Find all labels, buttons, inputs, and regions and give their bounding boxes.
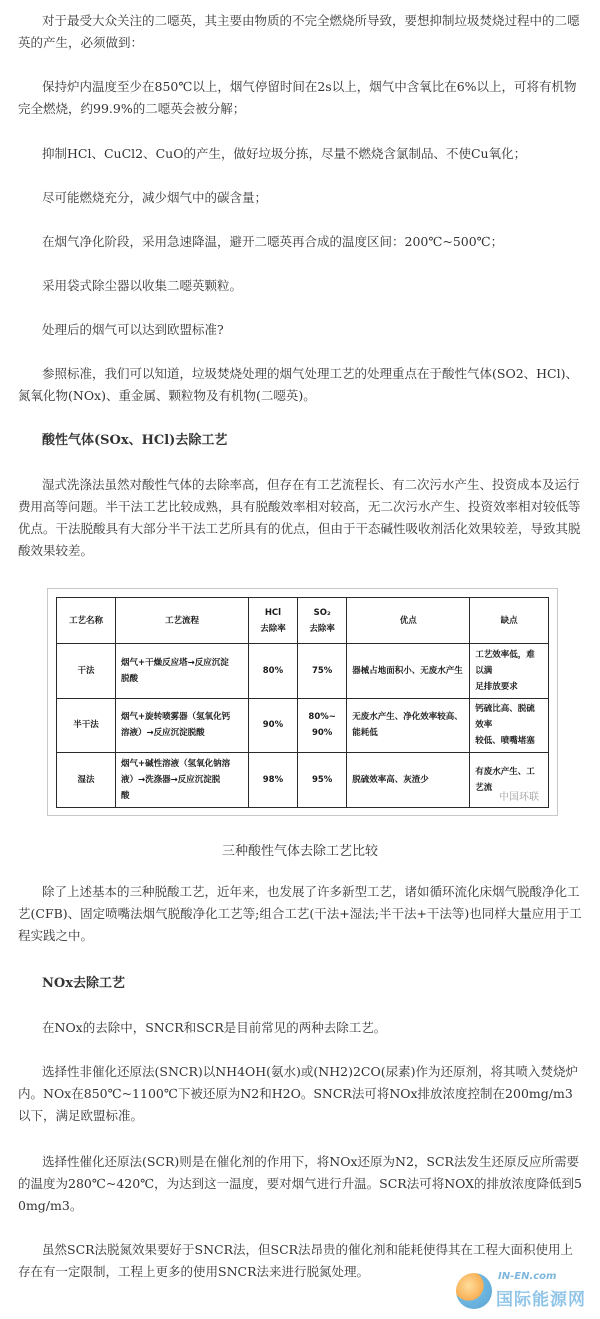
paragraph-sncr: 选择性非催化还原法(SNCR)以NH4OH(氨水)或(NH2)2CO(尿素)作为还原剂，将其喷入焚烧炉内。NOx在850℃~1100℃下被还原为N2和H2O。SNCR法可将NOx排放浓度控制在200mg/m3以下，满足欧盟标准。 <box>18 1064 578 1123</box>
paragraph-standard: 参照标准，我们可以知道，垃圾焚烧处理的烟气处理工艺的处理重点在于酸性气体(SO2、HCl)、氮氧化物(NOx)、重金属、颗粒物及有机物(二噁英)。 <box>18 366 578 403</box>
paragraph-cooling: 在烟气净化阶段，采用急速降温，避开二噁英再合成的温度区间：200℃~500℃； <box>42 234 504 249</box>
heading-acid-gas: 酸性气体(SOx、HCl)去除工艺 <box>42 433 228 448</box>
paragraph-nox-intro: 在NOx的去除中，SNCR和SCR是目前常见的两种去除工艺。 <box>42 1020 387 1035</box>
table-caption: 三种酸性气体去除工艺比较 <box>221 844 378 859</box>
comparison-table <box>56 597 549 808</box>
table-cell: 烟气+碱性溶液（氢氧化钠溶 液）→洗涤器→反应沉淀脱 酸 <box>116 753 249 808</box>
paragraph-scr: 选择性催化还原法(SCR)则是在催化剂的作用下，将NOx还原为N2，SCR法发生还原反应所需要的温度为280℃~420℃，为达到这一温度，要对烟气进行升温。SCR法可将NOX的排放浓度降低到50mg/m3。 <box>18 1154 583 1213</box>
paragraph-intro: 对于最受大众关注的二噁英，其主要由物质的不完全燃烧所导致，要想抑制垃圾焚烧过程中的二噁英的产生，必须做到： <box>18 13 580 50</box>
table-cell: 有废水产生、工艺流 <box>470 753 549 808</box>
table-cell: 脱硫效率高、灰渣少 <box>347 753 470 808</box>
table-cell: 烟气+旋转喷雾器（氢氧化钙 溶液）→反应沉淀脱酸 <box>116 698 249 753</box>
paragraph-combustion: 尽可能燃烧充分，减少烟气中的碳含量； <box>42 190 268 205</box>
site-logo <box>456 1269 596 1315</box>
paragraph-new-processes: 除了上述基本的三种脱酸工艺，近年来，也发展了许多新型工艺，诸如循环流化床烟气脱酸净化工艺(CFB)、固定喷嘴法烟气脱酸净化工艺等;组合工艺(干法+湿法;半干法+干法等)也同样大量应用于工程实践之中。 <box>18 884 582 943</box>
table-header-cell: HCl 去除率 <box>248 598 297 644</box>
table-header-cell: 工艺流程 <box>116 598 249 644</box>
table-row <box>57 698 549 753</box>
table-row <box>57 753 549 808</box>
table-row <box>57 644 549 699</box>
heading-nox: NOx去除工艺 <box>42 976 125 991</box>
table-cell: 湿法 <box>57 753 116 808</box>
table-cell: 75% <box>298 644 347 699</box>
logo-english: IN-EN.com <box>498 1271 557 1282</box>
table-cell: 90% <box>248 698 297 753</box>
table-cell: 80% <box>248 644 297 699</box>
table-header-cell: 工艺名称 <box>57 598 116 644</box>
logo-globe-icon <box>456 1273 492 1309</box>
logo-chinese: 国际能源网 <box>496 1290 586 1310</box>
table-cell: 器械占地面积小、无废水产生 <box>347 644 470 699</box>
table-cell: 95% <box>298 753 347 808</box>
paragraph-question: 处理后的烟气可以达到欧盟标准? <box>42 322 224 337</box>
paragraph-temperature: 保持炉内温度至少在850℃以上，烟气停留时间在2s以上，烟气中含氧比在6%以上，可将有机物完全燃烧，约99.9%的二噁英会被分解； <box>18 79 577 116</box>
table-cell: 半干法 <box>57 698 116 753</box>
paragraph-comparison: 虽然SCR法脱氮效果要好于SNCR法，但SCR法昂贵的催化剂和能耗使得其在工程大面积使用上存在有一定限制，工程上更多的使用SNCR法来进行脱氮处理。 <box>18 1242 574 1279</box>
comparison-table-image <box>47 588 558 816</box>
table-cell: 无废水产生、净化效率较高、 能耗低 <box>347 698 470 753</box>
table-header-cell: SO₂ 去除率 <box>298 598 347 644</box>
paragraph-acid-methods: 湿式洗涤法虽然对酸性气体的去除率高，但存在有工艺流程长、有二次污水产生、投资成本及运行费用高等问题。半干法工艺比较成熟，具有脱酸效率相对较高，无二次污水产生、投资效率相对较低等优点。干法脱酸具有大部分半干法工艺所具有的优点，但由于干态碱性吸收剂活化效果较差，导致其脱酸效果较差。 <box>18 477 581 558</box>
table-header-row <box>57 598 549 644</box>
table-header-cell: 优点 <box>347 598 470 644</box>
table-cell: 98% <box>248 753 297 808</box>
table-cell: 工艺效率低，难以满 足排放要求 <box>470 644 549 699</box>
table-cell: 干法 <box>57 644 116 699</box>
table-watermark: 中国环联 <box>496 788 539 803</box>
table-header-cell: 缺点 <box>470 598 549 644</box>
paragraph-baghouse: 采用袋式除尘器以收集二噁英颗粒。 <box>42 278 243 293</box>
table-cell: 钙硫比高、脱硫效率 较低、喷嘴堵塞 <box>470 698 549 753</box>
table-cell: 烟气+干燥反应塔→反应沉淀 脱酸 <box>116 644 249 699</box>
table-cell: 80%~ 90% <box>298 698 347 753</box>
paragraph-chlorine: 抑制HCl、CuCl2、CuO的产生，做好垃圾分拣，尽量不燃烧含氯制品、不使Cu氧化； <box>42 146 527 161</box>
